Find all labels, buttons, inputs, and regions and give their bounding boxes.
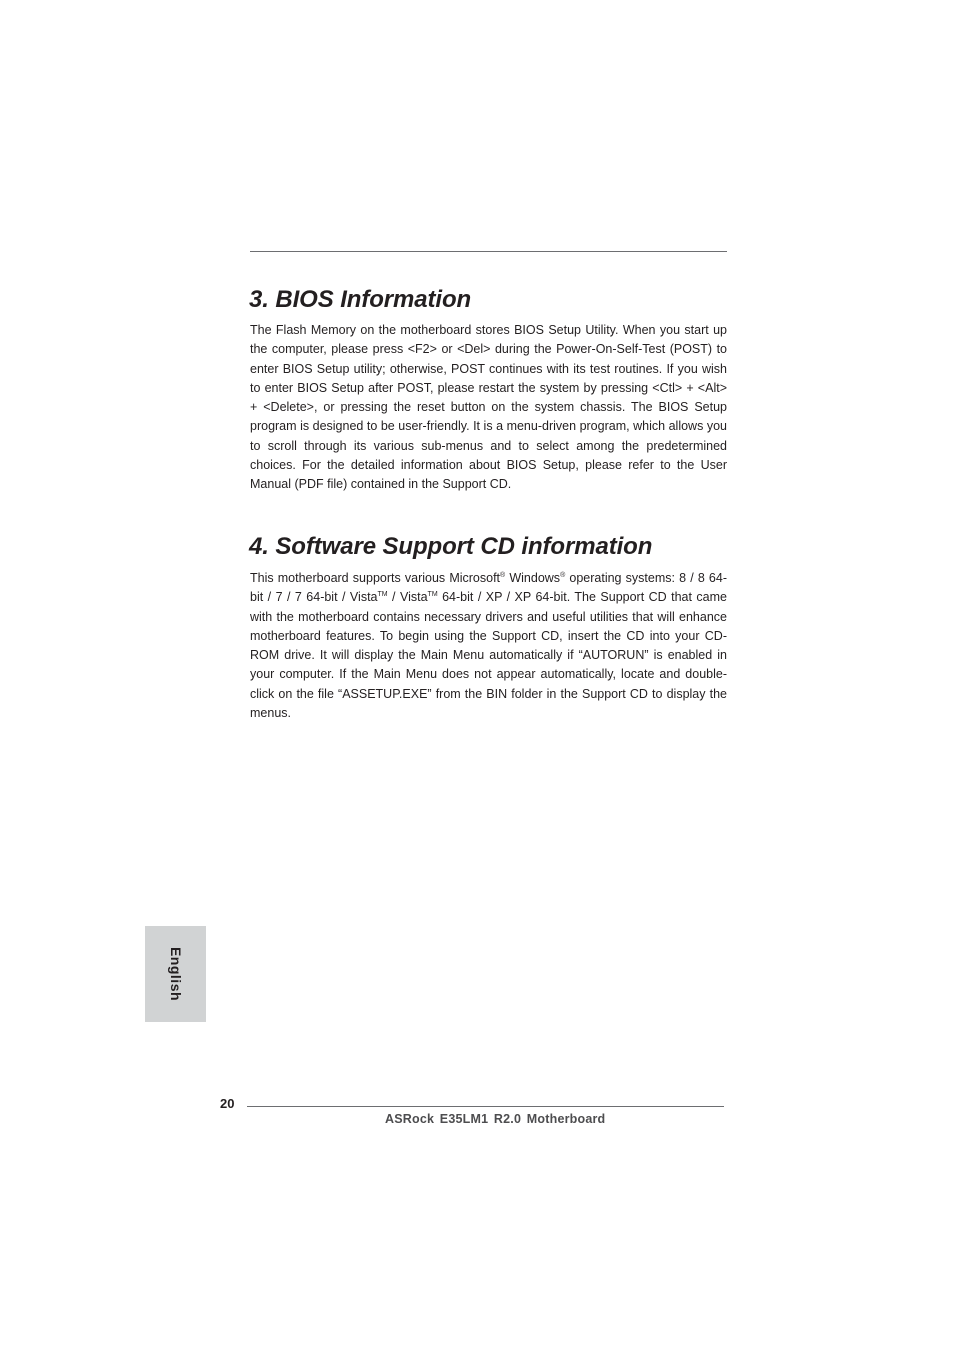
body-text: This motherboard supports various Microsoft [250,571,501,585]
section-heading-bios-information: 3. BIOS Information [249,286,472,313]
trademark-mark: TM [427,591,438,599]
language-side-tab [145,926,206,1022]
body-text: operating systems: 8 / 8 64-bit / 7 / 7 64-bit / Vista [250,571,727,605]
registered-mark: ® [560,572,566,579]
body-text: Windows [505,571,561,585]
bios-information-paragraph: The Flash Memory on the motherboard stores BIOS Setup Utility. When you start up the computer, please press <F2> or <Del> during the Power-On-Self-Test (POST) to enter BIOS Setup utility; otherwise, POST continues with its test routines. If you wish to enter BIOS Setup after POST, please restart the system by pressing <Ctl> + <Alt> + <Delete>, or pressing the reset button on the system chassis. The BIOS Setup program is designed to be user-friendly. It is a menu-driven program, which allows you to scroll through its various sub-menus and to select among the predetermined choices. For the detailed information about BIOS Setup, please refer to the User Manual (PDF file) contained in the Support CD. [250,323,727,492]
section-heading-software-support-cd: 4. Software Support CD information [249,533,653,560]
trademark-mark: TM [377,591,388,599]
page-number: 20 [220,1096,235,1111]
body-text: / Vista [387,590,428,605]
language-tab-label: English [167,946,184,1002]
software-support-cd-paragraph [250,569,727,723]
footer-product-name: ASRock E35LM1 R2.0 Motherboard [385,1112,606,1126]
registered-mark: ® [500,572,506,579]
footer-divider [247,1106,724,1107]
body-text: 64-bit / XP / XP 64-bit. The Support CD that came with the motherboard contains necessary drivers and useful utilities that will enhance motherboard features. To begin using the Support CD, insert the CD into your CD-ROM drive. It will display the Main Menu automatically if “AUTORUN” is enabled in your computer. If the Main Menu does not appear automatically, locate and double-click on the file “ASSETUP.EXE” from the BIN folder in the Support CD to display the menus. [250,590,728,721]
top-divider [250,251,727,252]
